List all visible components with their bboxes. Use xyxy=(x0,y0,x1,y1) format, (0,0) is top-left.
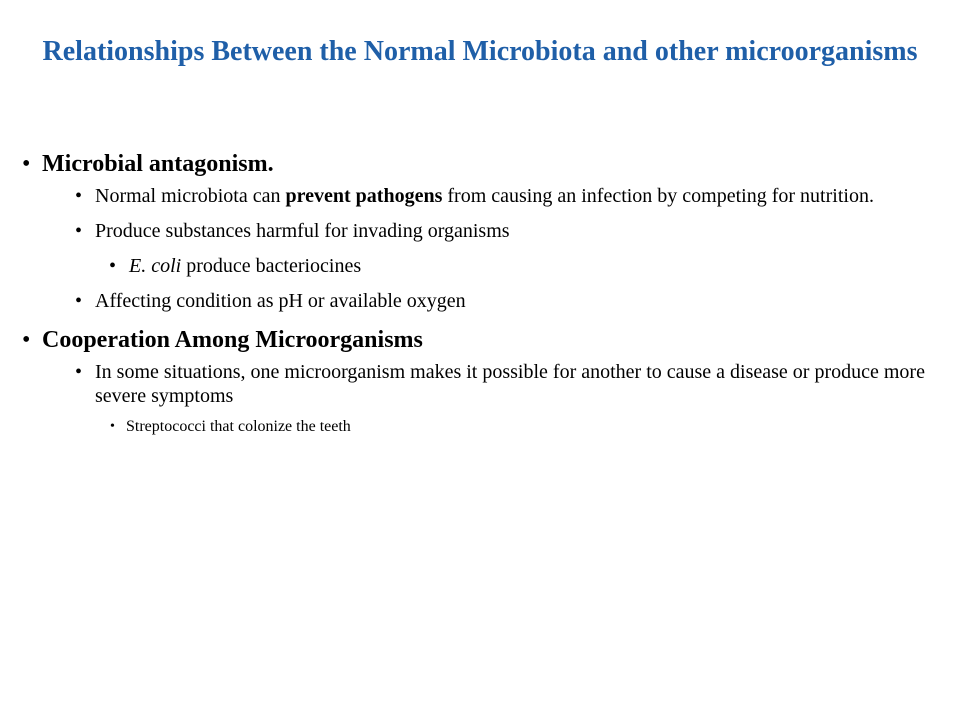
sub-bullet-list xyxy=(42,289,932,313)
list-item xyxy=(42,254,932,278)
item-text: from causing an infection by competing for nutrition. xyxy=(442,185,874,207)
list-item xyxy=(42,417,932,437)
bullet-icon: • xyxy=(75,220,83,242)
item-text: produce bacteriocines xyxy=(181,255,362,277)
bullet-icon: • xyxy=(22,151,31,177)
bullet-icon: • xyxy=(110,419,115,434)
section-cooperation xyxy=(22,324,932,437)
bullet-icon: • xyxy=(109,255,117,277)
section-microbial-antagonism xyxy=(22,148,932,313)
item-text: Streptococci that colonize the teeth xyxy=(126,418,351,435)
bullet-icon: • xyxy=(75,290,83,312)
sub-sub-bullet-list xyxy=(42,417,932,437)
item-text-italic: E. coli xyxy=(129,255,182,277)
section-heading: Microbial antagonism. xyxy=(42,151,274,177)
item-text-emphasis: prevent pathogens xyxy=(285,185,443,207)
sub-bullet-list xyxy=(42,360,932,408)
slide-body xyxy=(22,148,932,448)
sub-sub-bullet-list xyxy=(42,254,932,278)
item-text: In some situations, one microorganism makes it possible for another to cause a disease or produce more severe symptoms xyxy=(95,361,925,407)
item-text: Produce substances harmful for invading organisms xyxy=(95,220,510,242)
list-item xyxy=(42,219,932,243)
bullet-list xyxy=(22,148,932,437)
list-item xyxy=(42,289,932,313)
slide-title: Relationships Between the Normal Microbiota and other microorganisms xyxy=(42,36,918,67)
item-text: Affecting condition as pH or available oxygen xyxy=(95,290,466,312)
bullet-icon: • xyxy=(75,185,83,207)
bullet-icon: • xyxy=(75,361,83,383)
sub-bullet-list xyxy=(42,184,932,243)
list-item xyxy=(42,360,932,408)
list-item xyxy=(42,184,932,208)
item-text: Normal microbiota can xyxy=(95,185,286,207)
bullet-icon: • xyxy=(22,327,31,353)
section-heading: Cooperation Among Microorganisms xyxy=(42,327,423,353)
